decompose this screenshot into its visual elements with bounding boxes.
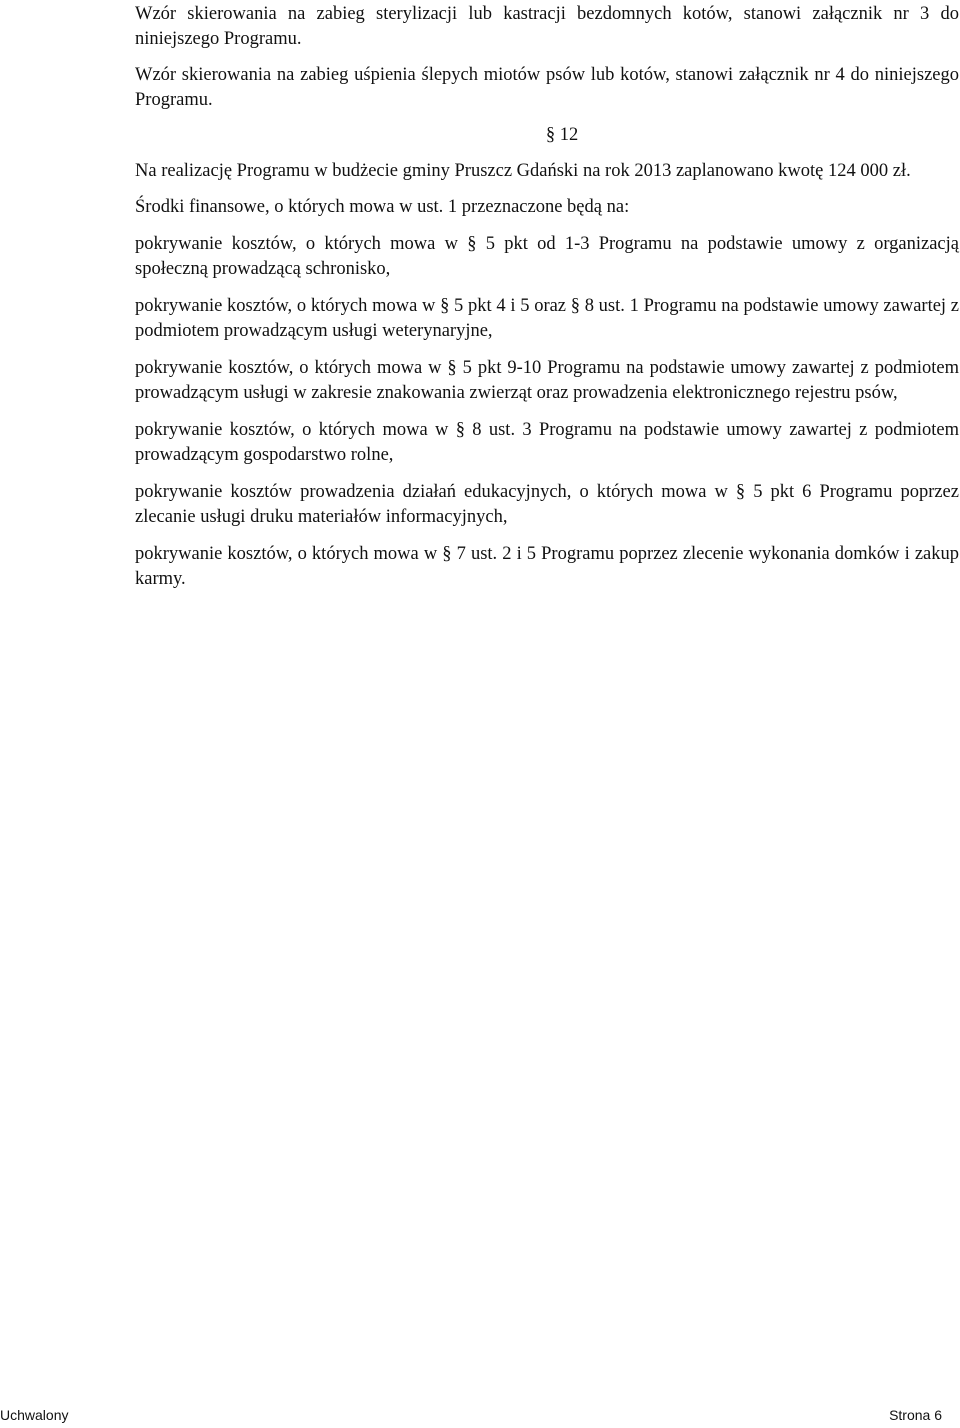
- list-item: pokrywanie kosztów, o których mowa w § 5 pkt 9-10 Programu na podstawie umowy zawartej z podmiotem prowadzącym usługi w zakresie znakowania zwierząt oraz prowadzenia elektronicznego rejestru psów,: [135, 358, 959, 403]
- paragraph-annex-4: Wzór skierowania na zabieg uśpienia ślepych miotów psów lub kotów, stanowi załącznik nr 4 do niniejszego Programu.: [135, 65, 959, 110]
- list-item: pokrywanie kosztów, o których mowa w § 8 ust. 3 Programu na podstawie umowy zawartej z podmiotem prowadzącym gospodarstwo rolne,: [135, 420, 959, 465]
- list-item: pokrywanie kosztów prowadzenia działań edukacyjnych, o których mowa w § 5 pkt 6 Programu poprzez zlecanie usługi druku materiałów informacyjnych,: [135, 482, 959, 527]
- list-item: pokrywanie kosztów, o których mowa w § 5 pkt 4 i 5 oraz § 8 ust. 1 Programu na podstawie umowy zawartej z podmiotem prowadzącym usługi weterynaryjne,: [135, 296, 959, 341]
- paragraph-annex-3: Wzór skierowania na zabieg sterylizacji lub kastracji bezdomnych kotów, stanowi załącznik nr 3 do niniejszego Programu.: [135, 4, 959, 49]
- section-heading: § 12: [545, 125, 579, 145]
- page-footer: [0, 1403, 960, 1428]
- footer-status: Uchwalony: [0, 1407, 69, 1423]
- list-item: pokrywanie kosztów, o których mowa w § 7 ust. 2 i 5 Programu poprzez zlecenie wykonania domków i zakup karmy.: [135, 544, 959, 589]
- document-body: [135, 2, 959, 592]
- funds-intro: Środki finansowe, o których mowa w ust. 1 przeznaczone będą na:: [135, 197, 630, 217]
- list-item: pokrywanie kosztów, o których mowa w § 5 pkt od 1-3 Programu na podstawie umowy z organizacją społeczną prowadzącą schronisko,: [135, 234, 959, 279]
- page-number: Strona 6: [889, 1407, 942, 1423]
- budget-paragraph: Na realizację Programu w budżecie gminy Pruszcz Gdański na rok 2013 zaplanowano kwotę 124 000 zł.: [135, 161, 911, 181]
